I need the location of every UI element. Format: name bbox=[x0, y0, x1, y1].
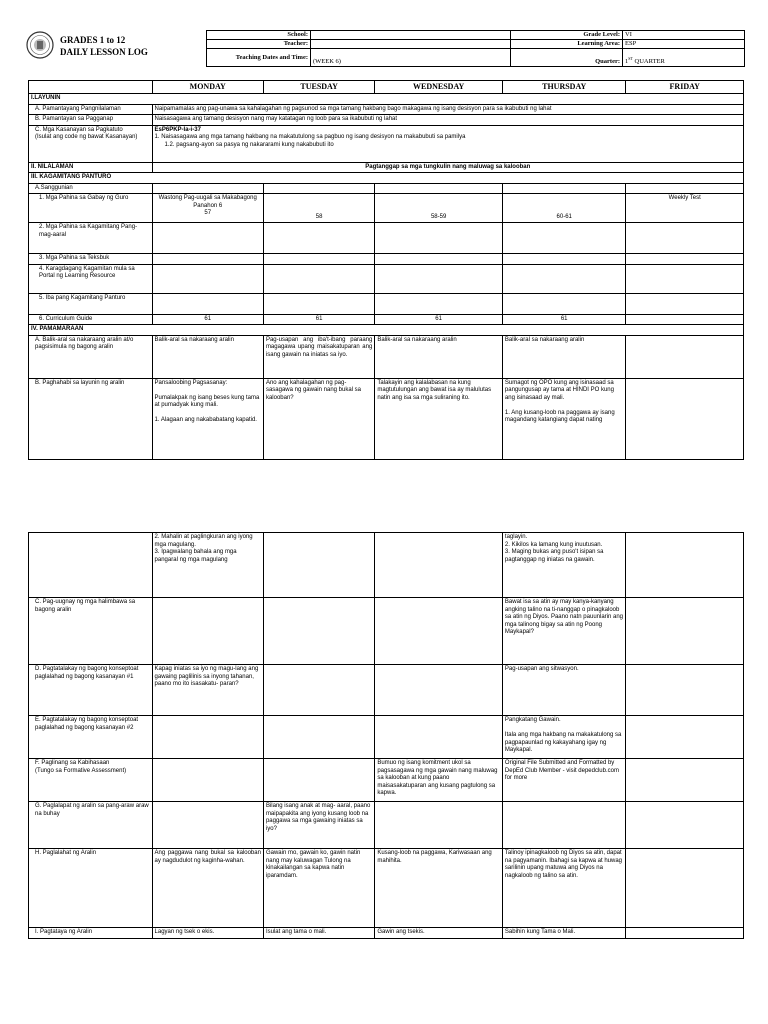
school-label: School: bbox=[207, 31, 311, 40]
row-label-paglinang-sa-kabihasaan: F. Paglinang sa Kabihasaan (Tungo sa Formative Assessment) bbox=[29, 759, 153, 802]
gabay-tuesday: 58 bbox=[263, 194, 374, 223]
day-header-wednesday: WEDNESDAY bbox=[375, 81, 503, 94]
pagtataya-tuesday: Isulat ang tama o mali. bbox=[263, 928, 374, 939]
pagtatalakay-2-thursday: Pangkatang Gawain. Itala ang mga hakbang na makakatulong sa pagpapaunlad ng kakayahang igay ng Maykapal. bbox=[502, 716, 626, 759]
grade-level-field[interactable]: VI bbox=[623, 31, 745, 40]
learning-area-label: Learning Area: bbox=[511, 40, 623, 49]
pag-uugnay-thursday: Bawat isa sa atin ay may kanya-kanyang angking talino na ti-nanggap o pinagkaloob sa atin ng Diyos. Paano natn pauunlarin ang mga talinong bigay sa atin ng Poong Maykapal? bbox=[502, 598, 626, 665]
section-kagamitang-panturo: III. KAGAMITANG PANTURO bbox=[29, 173, 744, 184]
row-label-pamantayan-sa-pagganap: B. Pamantayan sa Pagganap bbox=[29, 115, 153, 126]
quarter-number: 1 bbox=[625, 58, 629, 66]
school-field[interactable] bbox=[311, 31, 511, 40]
pamantayan-sa-pagganap-value: Naisasagawa ang tamang desisyon nang may katatagan ng loob para sa ikabubuti ng lahat bbox=[152, 115, 743, 126]
day-header-thursday: THURSDAY bbox=[502, 81, 626, 94]
row-label-paghahabi-sa-layunin: B. Paghahabi sa layunin ng aralin bbox=[29, 378, 153, 459]
curriculum-guide-wednesday: 61 bbox=[375, 314, 503, 325]
paghahabi-monday-continued: 2. Mahalin at paglingkuran ang iyong mga magulang. 3. Ipagwalang bahala ang mga pangaral ng mga magulang bbox=[152, 533, 263, 598]
teaching-dates-field[interactable]: (WEEK 6) bbox=[311, 49, 511, 67]
paglalahat-monday: Ang paggawa nang bukal sa kalooban ay nagdudulot ng kaginha-wahan. bbox=[152, 849, 263, 928]
row-label-pagtatalakay-2: E. Pagtatalakay ng bagong konseptoat paglalahad ng bagong kasanayan #2 bbox=[29, 716, 153, 759]
paghahabi-thursday-continued: taglayin. 2. Kikilos ka lamang kung inuutusan. 3. Maging bukas ang puso't isipan sa pagtanggap ng iniatas na gawain. bbox=[502, 533, 626, 598]
pagtataya-monday: Lagyan ng tsek o ekis. bbox=[152, 928, 263, 939]
paghahabi-monday: Pansaloobing Pagsasanay: Pumalakpak ng isang beses kung tama at pumadyak kung mali. 1. Alagaan ang nakababatang kapatid. bbox=[152, 378, 263, 459]
learning-area-field[interactable]: ESP bbox=[623, 40, 745, 49]
gabay-monday-book: Wastong Pag-uugali sa Makabagong Panahon 6 bbox=[158, 195, 257, 209]
paghahabi-tuesday: Ano ang kahalagahan ng pag-sasagawa ng gawain nang bukal sa kalooban? bbox=[263, 378, 374, 459]
title-line-2: DAILY LESSON LOG bbox=[60, 47, 148, 57]
section-pamamaraan: IV. PAMAMARAAN bbox=[29, 325, 744, 336]
pagtatalakay-1-thursday: Pag-usapan ang sitwasyon. bbox=[502, 665, 626, 716]
day-header-friday: FRIDAY bbox=[626, 81, 744, 94]
balik-aral-tuesday: Pag-usapan ang iba't-ibang paraang magagawa upang maisakatuparan ang isang gawain na iniatas sa iyo. bbox=[263, 335, 374, 378]
pagtataya-wednesday: Gawin ang tsekis. bbox=[375, 928, 503, 939]
title-line-1: GRADES 1 to 12 bbox=[60, 35, 126, 45]
pagtatalakay-1-monday: Kapag iniatas sa iyo ng magu-lang ang gawaing paglilinis sa inyong tahanan, paano mo ito isasakatu- paran? bbox=[152, 665, 263, 716]
deped-seal-logo bbox=[26, 31, 54, 59]
gabay-monday bbox=[152, 194, 263, 223]
day-header-tuesday: TUESDAY bbox=[263, 81, 374, 94]
paglalahat-wednesday: Kusang-loob na paggawa, Kariwasaan ang mahihita. bbox=[375, 849, 503, 928]
row-label-gabay-ng-guro: 1. Mga Pahina sa Gabay ng Guro bbox=[29, 194, 153, 223]
row-label-pagtataya: I. Pagtataya ng Aralin bbox=[29, 928, 153, 939]
row-label-kagamitang-pang-mag-aaral: 2. Mga Pahina sa Kagamitang Pang-mag-aaral bbox=[29, 223, 153, 254]
paghahabi-thursday: Sumagot ng OPO kung ang isinasaad sa pangungusap ay tama at HINDI PO kung ang isinasaad ay mali. 1. Ang kusang-loob na paggawa ay isang magandang katangiang dapat nating bbox=[502, 378, 626, 459]
teaching-dates-label: Teaching Dates and Time: bbox=[207, 49, 311, 67]
quarter-label: Quarter: bbox=[511, 49, 623, 67]
kasanayan-sa-pagkatuto-value bbox=[152, 125, 743, 162]
row-label-paglalapat: G. Paglalapat ng aralin sa pang-araw araw na buhay bbox=[29, 802, 153, 849]
paglalapat-tuesday: Bilang isang anak at mag- aaral, paano maipapakita ang iyong kusang loob na paggawa sa mga gawaing iniatas sa iyo? bbox=[263, 802, 374, 849]
day-header-monday: MONDAY bbox=[152, 81, 263, 94]
section-nilalaman: II. NILALAMAN bbox=[29, 162, 153, 173]
row-label-kasanayan-sa-pagkatuto: C. Mga Kasanayan sa Pagkatuto (Isulat ang code ng bawat Kasanayan) bbox=[29, 125, 153, 162]
gabay-wednesday: 58-59 bbox=[375, 194, 503, 223]
paghahabi-wednesday: Talakayin ang kalalabasan na kung magtutulungan ang bawat isa ay malulutas natin ang isa sa mga suliraning ito. bbox=[375, 378, 503, 459]
quarter-ordinal: ST bbox=[628, 55, 633, 61]
paglalahat-tuesday: Gawain mo, gawain ko, gawin natin nang may kaluwagan Tulong na kinakailangan sa kapwa natin iparamdam. bbox=[263, 849, 374, 928]
row-label-balik-aral: A. Balik-aral sa nakaraang aralin at/o pagsisimula ng bagong aralin bbox=[29, 335, 153, 378]
paglalahat-thursday: Talinoy ipinagkaloob ng Diyos sa atin, dapat na pagyamanin. Ibahagi sa kapwa at huwag sarilinin upang matuwa ang Diyos na nagkaloob ng talino sa atin. bbox=[502, 849, 626, 928]
section-layunin: I.LAYUNIN bbox=[29, 94, 744, 105]
balik-aral-thursday: Balik-aral sa nakaraang aralin bbox=[502, 335, 626, 378]
nilalaman-value: Pagtanggap sa mga tungkulin nang maluwag sa kalooban bbox=[152, 162, 743, 173]
row-label-teksbuk: 3. Mga Pahina sa Teksbuk bbox=[29, 254, 153, 265]
competency-code: EsP6PKP-Ia-i-37 bbox=[154, 126, 201, 133]
quarter-field[interactable] bbox=[623, 49, 745, 67]
gabay-thursday: 60-61 bbox=[502, 194, 626, 223]
document-title bbox=[60, 34, 148, 58]
row-label-pag-uugnay: C. Pag-uugnay ng mga halimbawa sa bagong aralin bbox=[29, 598, 153, 665]
teacher-field[interactable] bbox=[311, 40, 511, 49]
row-label-curriculum-guide: 6. Curriculum Guide bbox=[29, 314, 153, 325]
gabay-monday-page: 57 bbox=[204, 210, 212, 216]
day-header-blank bbox=[29, 81, 153, 94]
pamantayang-pangnilalaman-value: Naipamamalas ang pag-unawa sa kahalagahan ng pagsunod sa mga tamang hakbang bago makagawa ng isang desisyon para sa ikabubuti ng lahat bbox=[152, 104, 743, 115]
row-label-pagtatalakay-1: D. Pagtatalakay ng bagong konseptoat paglalahad ng bagong kasanayan #1 bbox=[29, 665, 153, 716]
lesson-log-table-page-1 bbox=[28, 80, 744, 460]
grade-level-label: Grade Level: bbox=[511, 31, 623, 40]
paglinang-wednesday: Bumuo ng isang komitment ukol sa pagsasagawa ng mga gawain nang maluwag sa kalooban at kung paano maisasakatuparan ang kusang pagtulong sa kapwa. bbox=[375, 759, 503, 802]
competency-item-1: 1. Naisasagawa ang mga tamang hakbang na makatutulong sa pagbuo ng isang desisyon na makabubuti sa pamilya bbox=[154, 134, 466, 140]
teacher-label: Teacher: bbox=[207, 40, 311, 49]
lesson-log-table-page-2 bbox=[28, 532, 744, 939]
balik-aral-monday: Balik-aral sa nakaraang aralin bbox=[152, 335, 263, 378]
row-label-paglalahat: H. Paglalahat ng Aralin bbox=[29, 849, 153, 928]
curriculum-guide-thursday: 61 bbox=[502, 314, 626, 325]
balik-aral-wednesday: Balik-aral sa nakaraang aralin bbox=[375, 335, 503, 378]
curriculum-guide-monday: 61 bbox=[152, 314, 263, 325]
gabay-friday: Weekly Test bbox=[626, 194, 744, 223]
row-label-pamantayang-pangnilalaman: A. Pamantayang Pangnilalaman bbox=[29, 104, 153, 115]
section-sanggunian: A.Sanggunian bbox=[29, 183, 153, 194]
curriculum-guide-tuesday: 61 bbox=[263, 314, 374, 325]
row-label-karagdagang-kagamitan: 4. Karagdagang Kagamitan mula sa Portal ng Learning Resource bbox=[29, 264, 153, 293]
paglinang-thursday: Original File Submitted and Formatted by DepEd Club Member - visit depedclub.com for more bbox=[502, 759, 626, 802]
pagtataya-thursday: Sabihin kung Tama o Mali. bbox=[502, 928, 626, 939]
row-label-iba-pang-kagamitan: 5. Iba pang Kagamitang Panturo bbox=[29, 293, 153, 314]
competency-item-1-2: 1.2. pagsang-ayon sa pasya ng nakararami kung nakabubuti ito bbox=[164, 141, 334, 148]
quarter-suffix: QUARTER bbox=[632, 58, 665, 66]
header-info-table bbox=[206, 30, 745, 67]
day-header-row bbox=[29, 81, 744, 94]
